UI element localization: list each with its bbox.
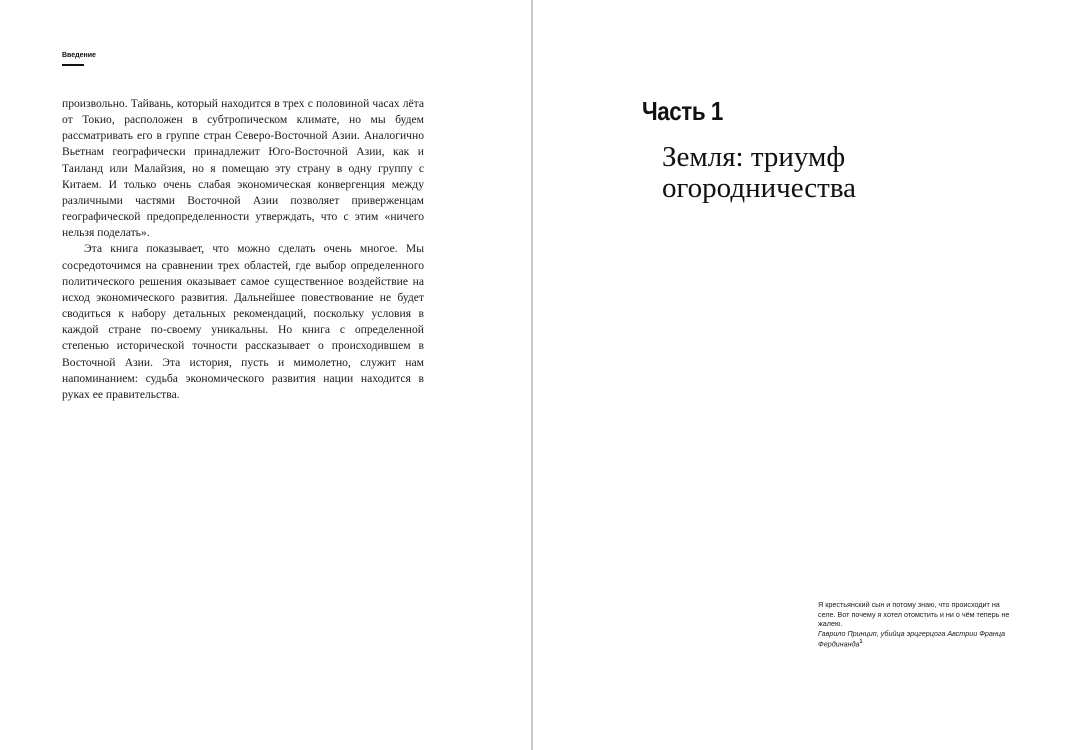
paragraph: Эта книга показывает, что можно сделать очень многое. Мы сосредоточимся на сравнении трех областей, где выбор определенного политического решения оказывает самое существенное воздействие на исход экономического развития. Дальнейшее повествование не будет сводиться к набору детальных рекомендаций, поскольку условия в каждой стране по-своему уникальны. Но книга с определенной степенью исторической точности рассказывает о происходившем в Восточной Азии. Эта история, пусть и мимолетно, служит нам напоминанием: судьба экономического развития нации находится в руках ее правительства. — [62, 242, 424, 401]
epigraph-quote: Я крестьянский сын и потому знаю, что происходит на селе. Вот почему я хотел отомстить и ни о чём теперь не жалею. — [818, 600, 1010, 629]
paragraph: произвольно. Тайвань, который находится в трех с половиной часах лёта от Токио, расположен в субтропическом климате, но мы будем рассматривать его в группе стран Северо-Восточной Азии. Аналогично Вьетнам географически принадлежит Юго-Восточной Азии, как и Таиланд или Малайзия, но я помещаю эту страну в одну группу с Китаем. И только очень слабая экономическая конвергенция между различными частями Восточной Азии позволяет приверженцам географической предопределенности утверждать, что с этим «ничего нельзя поделать». — [62, 97, 424, 240]
body-text — [62, 96, 424, 403]
epigraph-author: Гаврило Принцип, убийца эрцгерцога Австрии Франца Фердинанда — [818, 628, 1006, 649]
part-title: Земля: триумф огородничества — [662, 141, 857, 204]
part-number: Часть 1 — [642, 96, 723, 126]
left-page — [0, 0, 531, 750]
epigraph-attribution — [818, 629, 1018, 650]
running-head: Введение — [62, 52, 96, 59]
running-head-rule — [62, 64, 84, 66]
epigraph — [818, 600, 1018, 649]
footnote-mark[interactable]: 1 — [859, 639, 863, 646]
